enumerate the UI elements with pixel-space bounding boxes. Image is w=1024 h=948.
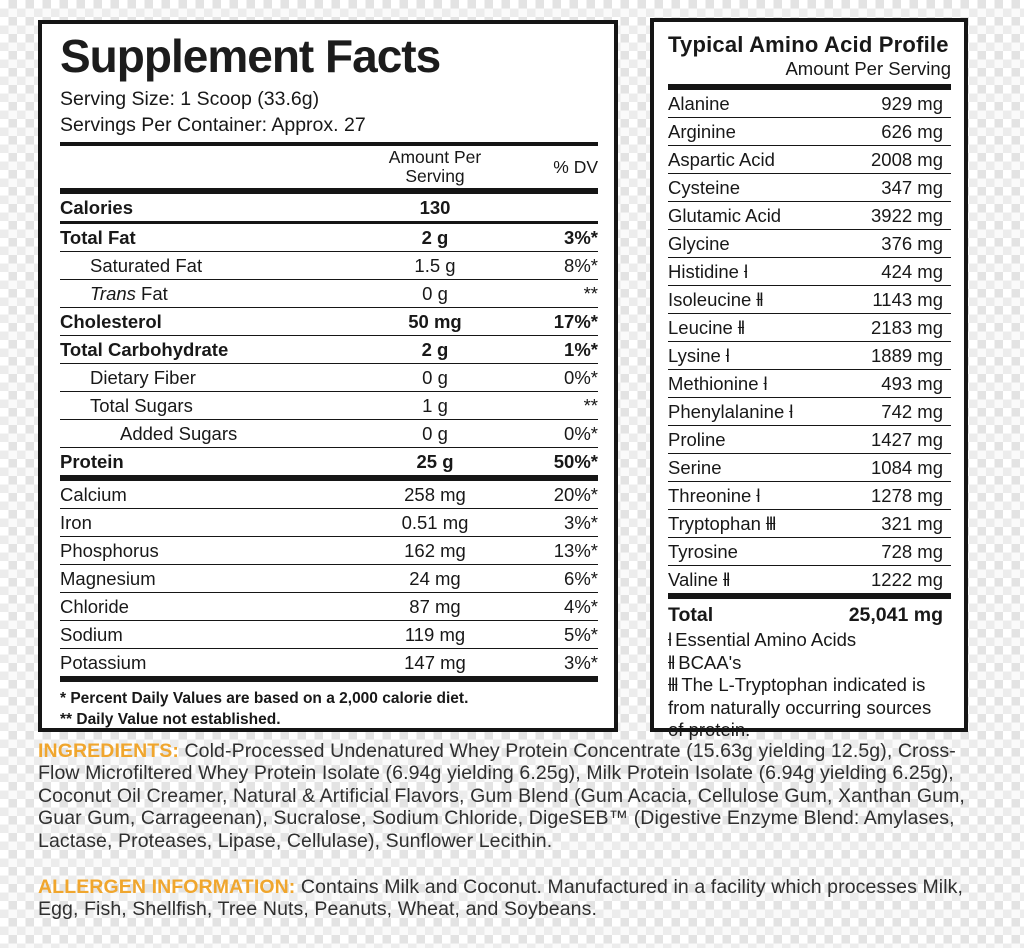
- footnote-line: * Percent Daily Values are based on a 2,000 calorie diet.: [60, 690, 469, 707]
- amino-legend: [668, 629, 951, 742]
- amino-total-amount: 25,041 mg: [848, 604, 943, 626]
- nutrient-dv: 8%*: [564, 255, 598, 276]
- amino-row: [668, 258, 951, 286]
- amino-total-label: Total: [668, 604, 714, 626]
- legend-item: lll The L-Tryptophan indicated is from naturally occurring sources of protein.: [668, 674, 932, 740]
- allergen-text: Contains Milk and Coconut. Manufactured in a facility which processes Milk, Egg, Fish, Shellfish, Tree Nuts, Peanuts, Wheat, and Soybeans.: [38, 876, 964, 921]
- amount-header-line2: Serving: [405, 166, 465, 186]
- amino-name: Leucine ll: [668, 316, 745, 338]
- ingredients-text: Cold-Processed Undenatured Whey Protein Concentrate (15.63g yielding 12.5g), Cross-Flow Microfiltered Whey Protein Isolate (6.94g yielding 6.25g), Milk Protein Isolate (6.94g yielding 6.25g), Coconut Oil Creamer, Natural & Artificial Flavors, Gum Blend (Gum Acacia, Cellulose Gum, Xanthan Gum, Guar Gum, Carrageenan), Sucralose, Sodium Chloride, DigeSEB™ (Digestive Enzyme Blend: Amylases, Lactase, Proteases, Lipase, Cellulase), Sunflower Lecithin.: [38, 740, 965, 852]
- nutrient-row: [60, 420, 598, 448]
- amino-name: Glutamic Acid: [668, 204, 782, 226]
- nutrient-row: [60, 649, 598, 682]
- nutrient-dv: 0%*: [564, 423, 598, 444]
- nutrient-name: Saturated Fat: [90, 255, 203, 276]
- nutrient-amount: 162 mg: [404, 540, 466, 561]
- nutrient-dv: 5%*: [564, 624, 598, 645]
- amino-rows: [668, 90, 951, 599]
- essential-marker: l: [756, 484, 760, 506]
- amino-row: [668, 342, 951, 370]
- ingredients-label: INGREDIENTS:: [38, 740, 179, 762]
- nutrient-amount: 24 mg: [409, 568, 461, 589]
- amino-name: Threonine l: [668, 484, 760, 506]
- nutrient-row: [60, 481, 598, 509]
- amino-row: [668, 510, 951, 538]
- nutrient-dv: 13%*: [553, 540, 598, 561]
- nutrient-dv: 3%*: [564, 512, 598, 533]
- amino-amount: 626 mg: [881, 120, 943, 142]
- dv-header: % DV: [553, 156, 598, 177]
- amino-row: [668, 426, 951, 454]
- amino-row: [668, 146, 951, 174]
- amino-name: Cysteine: [668, 176, 740, 198]
- legend-marker: l: [668, 629, 672, 650]
- amino-amount: 376 mg: [881, 232, 943, 254]
- nutrient-row: [60, 194, 598, 224]
- amino-amount: 1889 mg: [871, 344, 943, 366]
- amino-amount: 493 mg: [881, 372, 943, 394]
- essential-marker: l: [725, 344, 729, 366]
- nutrient-row: [60, 448, 598, 481]
- amino-amount: 1222 mg: [871, 568, 943, 590]
- nutrient-name: Chloride: [60, 596, 129, 617]
- amino-name: Arginine: [668, 120, 736, 142]
- amino-row: [668, 370, 951, 398]
- amino-amount: 2183 mg: [871, 316, 943, 338]
- amino-name: Valine ll: [668, 568, 730, 590]
- amino-name: Tyrosine: [668, 540, 738, 562]
- nutrient-row: [60, 537, 598, 565]
- nutrient-name: Total Carbohydrate: [60, 339, 229, 360]
- supplement-facts-title: Supplement Facts: [60, 30, 441, 82]
- nutrient-name: Sodium: [60, 624, 123, 645]
- amino-total-row: [668, 599, 951, 629]
- nutrient-row: [60, 509, 598, 537]
- amino-name: Alanine: [668, 92, 730, 114]
- nutrient-amount: 0 g: [422, 367, 448, 388]
- amino-row: [668, 90, 951, 118]
- essential-marker: l: [789, 400, 793, 422]
- nutrient-dv: 3%*: [564, 652, 598, 673]
- nutrient-amount: 87 mg: [409, 596, 461, 617]
- amino-amount: 929 mg: [881, 92, 943, 114]
- amino-name: Tryptophan lll: [668, 512, 776, 534]
- ingredients-paragraph: [38, 740, 990, 852]
- nutrient-name: Calories: [60, 197, 134, 218]
- nutrient-dv: 17%*: [553, 311, 598, 332]
- amino-profile-subtitle: Amount Per Serving: [785, 58, 951, 79]
- nutrient-amount: 2 g: [421, 339, 449, 360]
- nutrient-dv: 50%*: [553, 451, 598, 472]
- essential-marker: ll: [723, 568, 730, 590]
- amino-row: [668, 174, 951, 202]
- nutrient-name: Dietary Fiber: [90, 367, 196, 388]
- nutrient-rows: [60, 194, 598, 682]
- nutrient-name: Added Sugars: [120, 423, 238, 444]
- table-header: [60, 146, 598, 188]
- legend-marker: lll: [668, 674, 678, 695]
- amino-row: [668, 202, 951, 230]
- nutrient-row: [60, 252, 598, 280]
- nutrient-row: [60, 392, 598, 420]
- amino-amount: 1143 mg: [872, 288, 943, 310]
- nutrient-row: [60, 621, 598, 649]
- amino-amount: 1427 mg: [871, 428, 943, 450]
- amino-name: Phenylalanine l: [668, 400, 793, 422]
- nutrient-name: Total Fat: [60, 227, 136, 248]
- amino-row: [668, 566, 951, 599]
- nutrient-dv: **: [583, 395, 598, 416]
- nutrient-amount: 0 g: [422, 423, 448, 444]
- nutrient-name: Phosphorus: [60, 540, 159, 561]
- nutrient-row: [60, 593, 598, 621]
- nutrient-amount: 0.51 mg: [401, 512, 469, 533]
- nutrient-dv: 6%*: [564, 568, 598, 589]
- amino-name: Histidine l: [668, 260, 748, 282]
- nutrient-amount: 2 g: [421, 227, 449, 248]
- nutrient-row: [60, 224, 598, 252]
- nutrient-dv: 3%*: [564, 227, 598, 248]
- nutrient-amount: 258 mg: [404, 484, 466, 505]
- amino-amount: 3922 mg: [871, 204, 943, 226]
- amino-row: [668, 118, 951, 146]
- supplement-facts-panel: [38, 20, 618, 732]
- nutrient-name: Cholesterol: [60, 311, 162, 332]
- amino-profile-title: Typical Amino Acid Profile: [668, 32, 949, 57]
- essential-marker: ll: [737, 316, 745, 338]
- amount-header-line1: Amount Per: [388, 147, 482, 167]
- header-spacer: [60, 148, 350, 186]
- amino-amount: 424 mg: [881, 260, 943, 282]
- amino-amount: 321 mg: [881, 512, 943, 534]
- nutrient-dv: 4%*: [564, 596, 598, 617]
- amino-amount: 2008 mg: [871, 148, 943, 170]
- amino-name: Glycine: [668, 232, 730, 254]
- amino-acid-panel: [650, 18, 968, 740]
- nutrient-name: Potassium: [60, 652, 147, 673]
- nutrient-row: [60, 565, 598, 593]
- nutrient-amount: 1.5 g: [414, 255, 456, 276]
- amount-per-serving-header: [350, 148, 520, 186]
- footnotes: [60, 682, 598, 736]
- legend-marker: ll: [668, 651, 675, 673]
- allergen-paragraph: [38, 876, 990, 921]
- allergen-label: ALLERGEN INFORMATION:: [38, 876, 296, 898]
- footnote-line: ** Daily Value not established.: [60, 711, 281, 728]
- amino-name: Methionine l: [668, 372, 767, 394]
- essential-marker: l: [743, 260, 748, 282]
- amino-name: Isoleucine ll: [668, 288, 763, 310]
- amino-amount: 1278 mg: [871, 484, 943, 506]
- nutrient-dv: 0%*: [564, 367, 598, 388]
- nutrient-amount: 130: [419, 197, 451, 218]
- amino-row: [668, 314, 951, 342]
- amino-row: [668, 230, 951, 258]
- nutrient-row: [60, 308, 598, 336]
- nutrient-dv: 20%*: [553, 484, 598, 505]
- nutrient-row: [60, 336, 598, 364]
- amino-row: [668, 286, 951, 314]
- amino-row: [668, 538, 951, 566]
- nutrient-amount: 147 mg: [404, 652, 466, 673]
- nutrient-amount: 0 g: [422, 283, 448, 304]
- nutrient-amount: 1 g: [422, 395, 448, 416]
- amino-row: [668, 454, 951, 482]
- amino-amount: 728 mg: [881, 540, 943, 562]
- nutrient-name: Magnesium: [60, 568, 156, 589]
- nutrient-name: Protein: [60, 451, 124, 472]
- amino-amount: 742 mg: [881, 400, 943, 422]
- nutrient-name: Trans Fat: [90, 283, 168, 304]
- legend-item: ll BCAA's: [668, 651, 742, 673]
- legend-item: l Essential Amino Acids: [668, 629, 857, 650]
- nutrient-row: [60, 364, 598, 392]
- servings-per-container: Servings Per Container: Approx. 27: [60, 114, 366, 136]
- amino-name: Aspartic Acid: [668, 148, 775, 170]
- nutrient-amount: 119 mg: [404, 624, 466, 645]
- amino-name: Serine: [668, 456, 722, 478]
- serving-size: Serving Size: 1 Scoop (33.6g): [60, 88, 320, 110]
- amino-row: [668, 482, 951, 510]
- amino-name: Proline: [668, 428, 726, 450]
- essential-marker: lll: [765, 512, 776, 534]
- amino-name: Lysine l: [668, 344, 729, 366]
- nutrient-name: Iron: [60, 512, 92, 533]
- nutrient-dv: 1%*: [564, 339, 598, 360]
- nutrient-dv: **: [583, 283, 598, 304]
- essential-marker: ll: [756, 288, 763, 310]
- amino-row: [668, 398, 951, 426]
- nutrient-amount: 25 g: [416, 451, 454, 472]
- nutrient-row: [60, 280, 598, 308]
- amino-amount: 347 mg: [881, 176, 943, 198]
- nutrient-name: Total Sugars: [90, 395, 193, 416]
- essential-marker: l: [763, 372, 767, 394]
- nutrient-amount: 50 mg: [408, 311, 462, 332]
- amino-amount: 1084 mg: [871, 456, 943, 478]
- nutrient-name: Calcium: [60, 484, 127, 505]
